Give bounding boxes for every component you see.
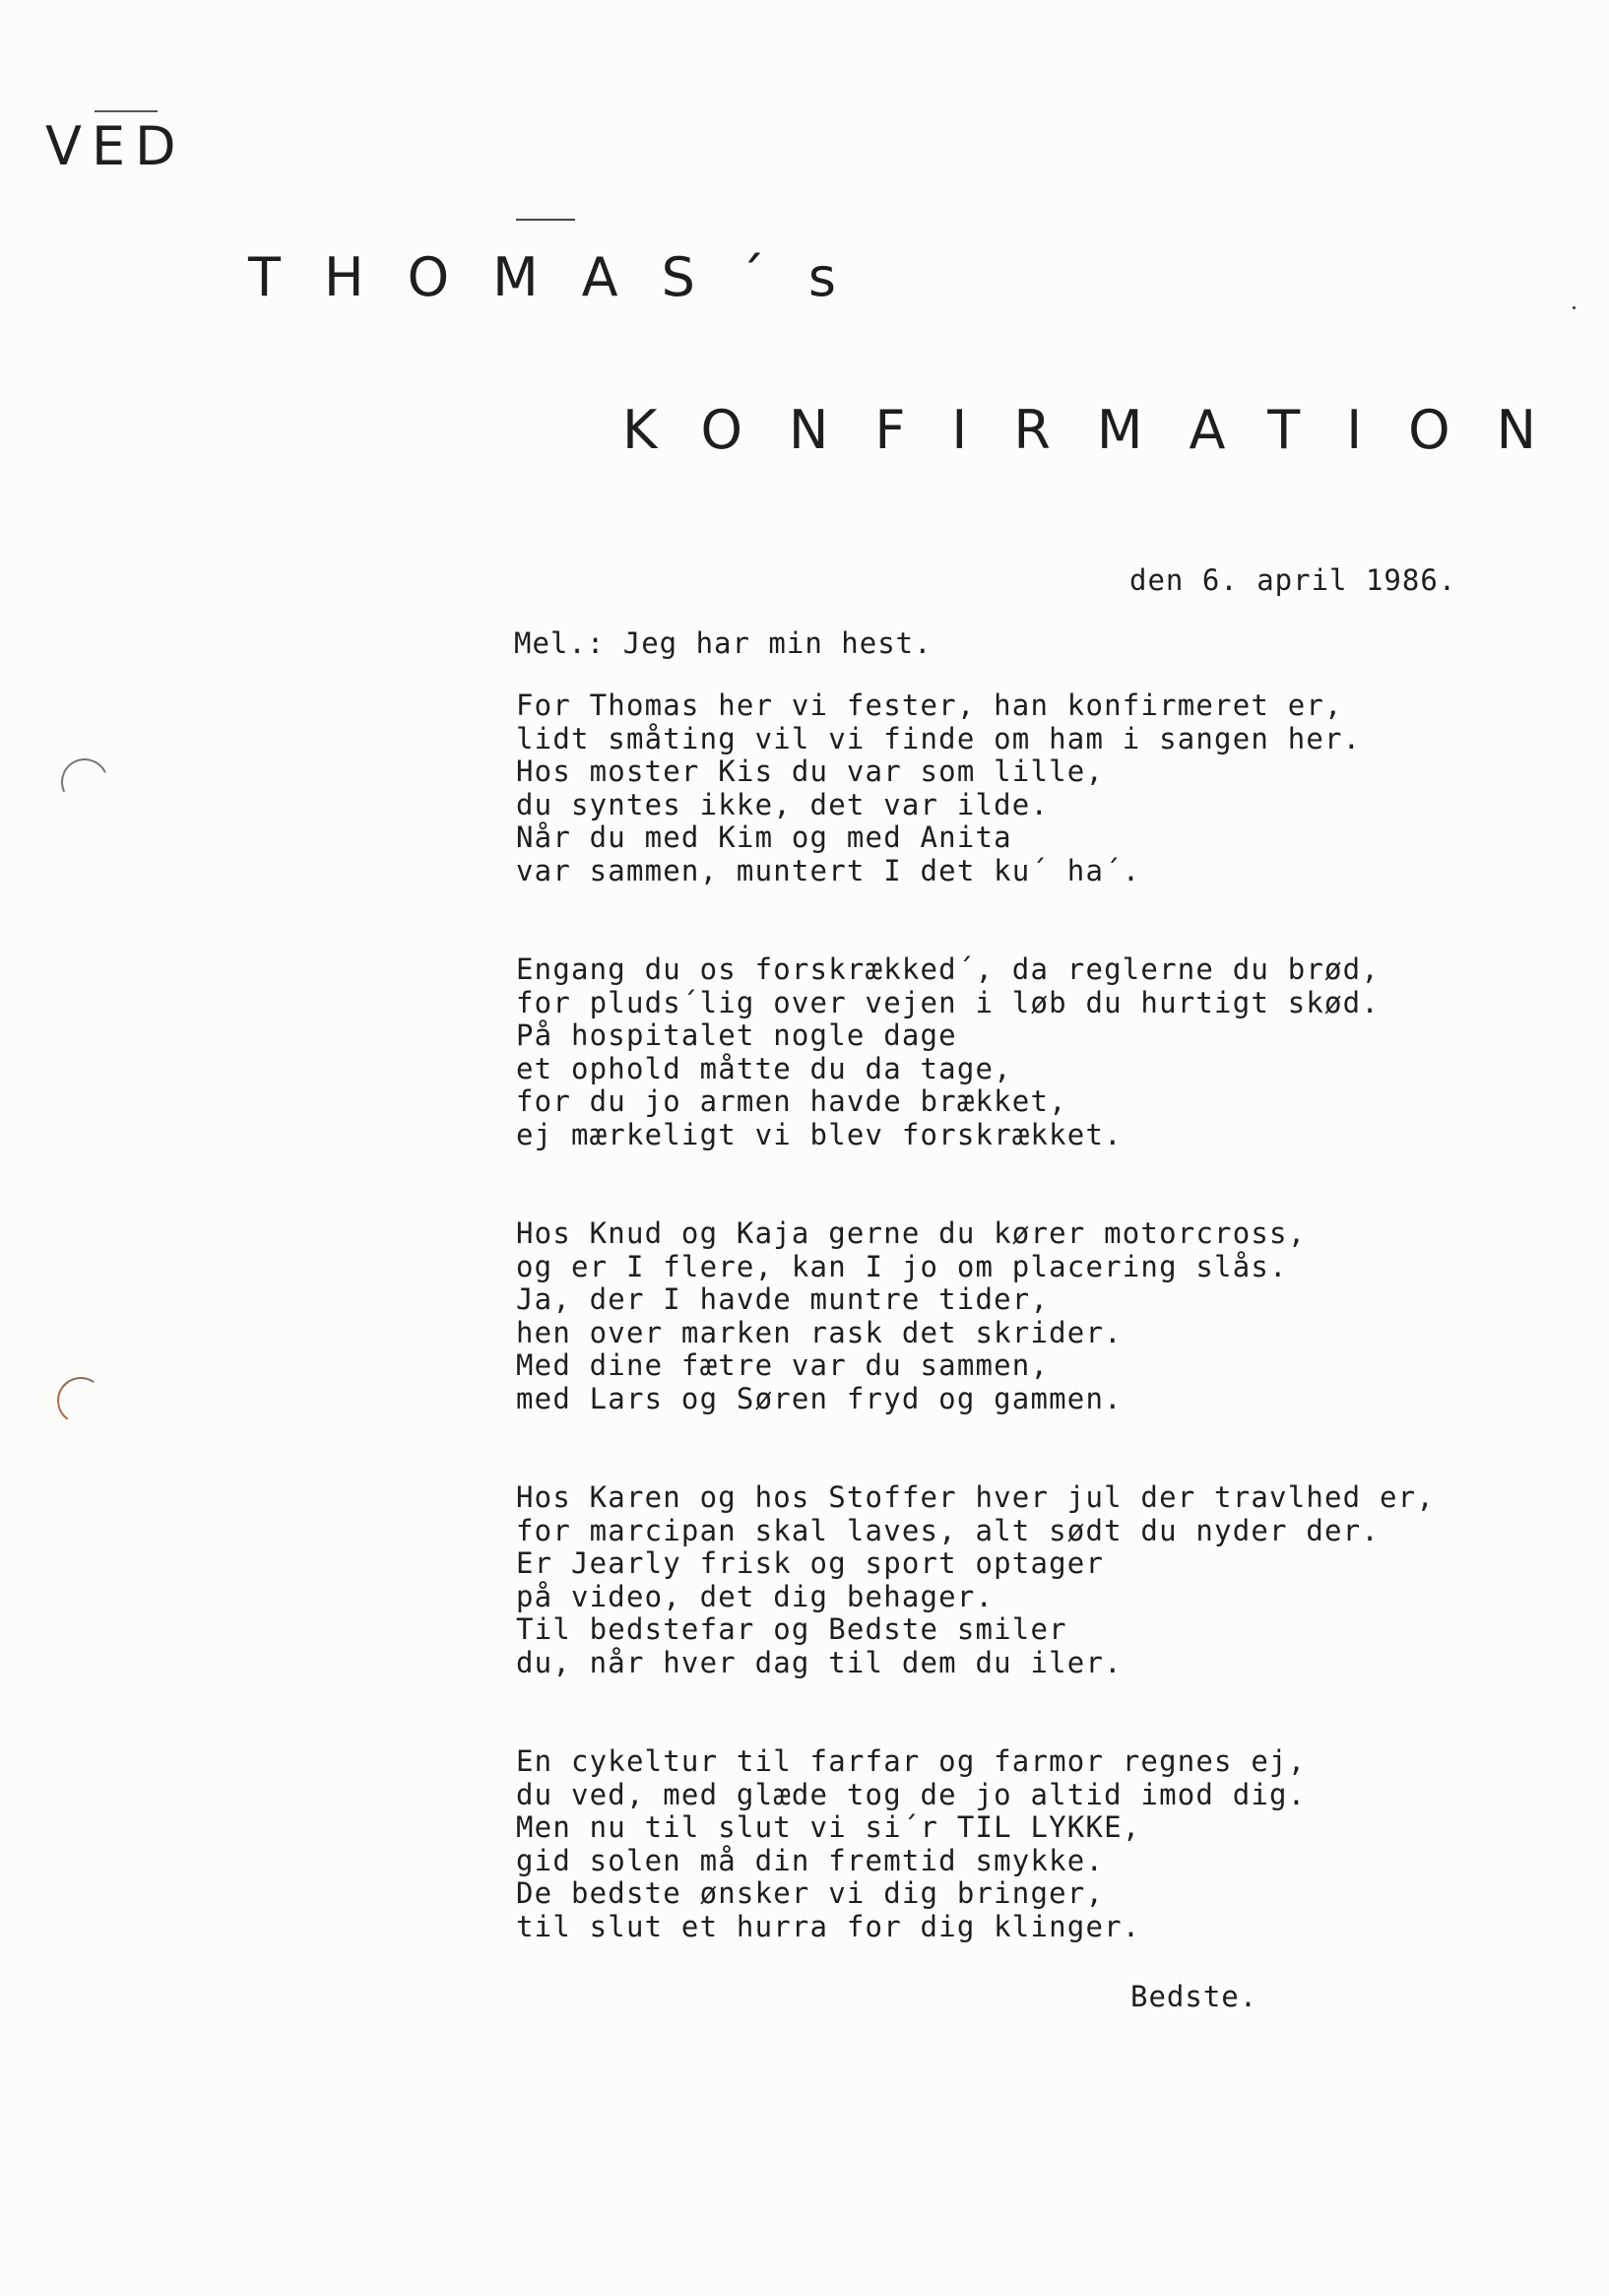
verse-line: hen over marken rask det skrider. xyxy=(516,1315,1123,1349)
verse-line: For Thomas her vi fester, han konfirmeret er, xyxy=(516,689,1343,722)
melody-line: Mel.: Jeg har min hest. xyxy=(514,626,933,660)
signature: Bedste. xyxy=(1130,1980,1258,2013)
verse-line: Engang du os forskrækked´, da reglerne du brød, xyxy=(516,952,1380,986)
verse-line: på video, det dig behager. xyxy=(516,1579,995,1613)
heading-thomas: THOMAS´s xyxy=(248,246,880,308)
verse-line: for pluds´lig over vejen i løb du hurtigt skød. xyxy=(516,985,1380,1019)
verse-line: du, når hver dag til dem du iler. xyxy=(516,1645,1123,1679)
verse-line: De bedste ønsker vi dig bringer, xyxy=(516,1876,1105,1911)
verse-1 xyxy=(516,689,1361,888)
verse-line: var sammen, muntert I det ku´ ha´. xyxy=(516,853,1141,887)
verse-line: med Lars og Søren fryd og gammen. xyxy=(516,1381,1123,1415)
punch-hole-mark xyxy=(54,752,115,813)
verse-line: du syntes ikke, det var ilde. xyxy=(516,787,1050,821)
verse-line: til slut et hurra for dig klinger. xyxy=(516,1909,1141,1943)
verse-line: Hos Knud og Kaja gerne du kører motorcross, xyxy=(516,1216,1307,1250)
pencil-mark-top xyxy=(95,110,158,112)
verse-2 xyxy=(516,953,1380,1152)
heading-konfirmation: KONFIRMATION xyxy=(622,399,1583,461)
pencil-mark-middle xyxy=(516,219,575,221)
verse-line: Ja, der I havde muntre tider, xyxy=(516,1282,1050,1317)
heading-ved: VED xyxy=(45,115,186,177)
verse-4 xyxy=(516,1481,1435,1680)
verse-line: gid solen må din fremtid smykke. xyxy=(516,1843,1105,1877)
verse-line: Når du med Kim og med Anita xyxy=(516,820,1012,855)
date-line: den 6. april 1986. xyxy=(1129,563,1457,597)
verse-line: Med dine fætre var du sammen, xyxy=(516,1348,1050,1383)
verse-line: ej mærkeligt vi blev forskrækket. xyxy=(516,1117,1123,1151)
verse-line: for du jo armen havde brækket, xyxy=(516,1084,1067,1119)
verse-line: Hos moster Kis du var som lille, xyxy=(516,754,1105,789)
verse-3 xyxy=(516,1217,1306,1416)
verse-line: Men nu til slut vi si´r TIL LYKKE, xyxy=(516,1810,1141,1845)
verse-line: et ophold måtte du da tage, xyxy=(516,1051,1012,1085)
verse-line: Til bedstefar og Bedste smiler xyxy=(516,1612,1067,1647)
verse-line: og er I flere, kan I jo om placering slås. xyxy=(516,1249,1288,1283)
verse-line: Er Jearly frisk og sport optager xyxy=(516,1546,1105,1581)
verse-line: På hospitalet nogle dage xyxy=(516,1018,957,1053)
verse-line: Hos Karen og hos Stoffer hver jul der travlhed er, xyxy=(516,1480,1435,1514)
verse-line: for marcipan skal laves, alt sødt du nyder der. xyxy=(516,1513,1380,1547)
verse-line: En cykeltur til farfar og farmor regnes ej, xyxy=(516,1744,1307,1778)
verse-line: du ved, med glæde tog de jo altid imod dig. xyxy=(516,1777,1307,1811)
verse-5 xyxy=(516,1745,1306,1944)
paper-speck xyxy=(1573,306,1576,309)
punch-hole-mark xyxy=(53,1373,108,1428)
verse-line: lidt småting vil vi finde om ham i sangen her. xyxy=(516,721,1362,755)
